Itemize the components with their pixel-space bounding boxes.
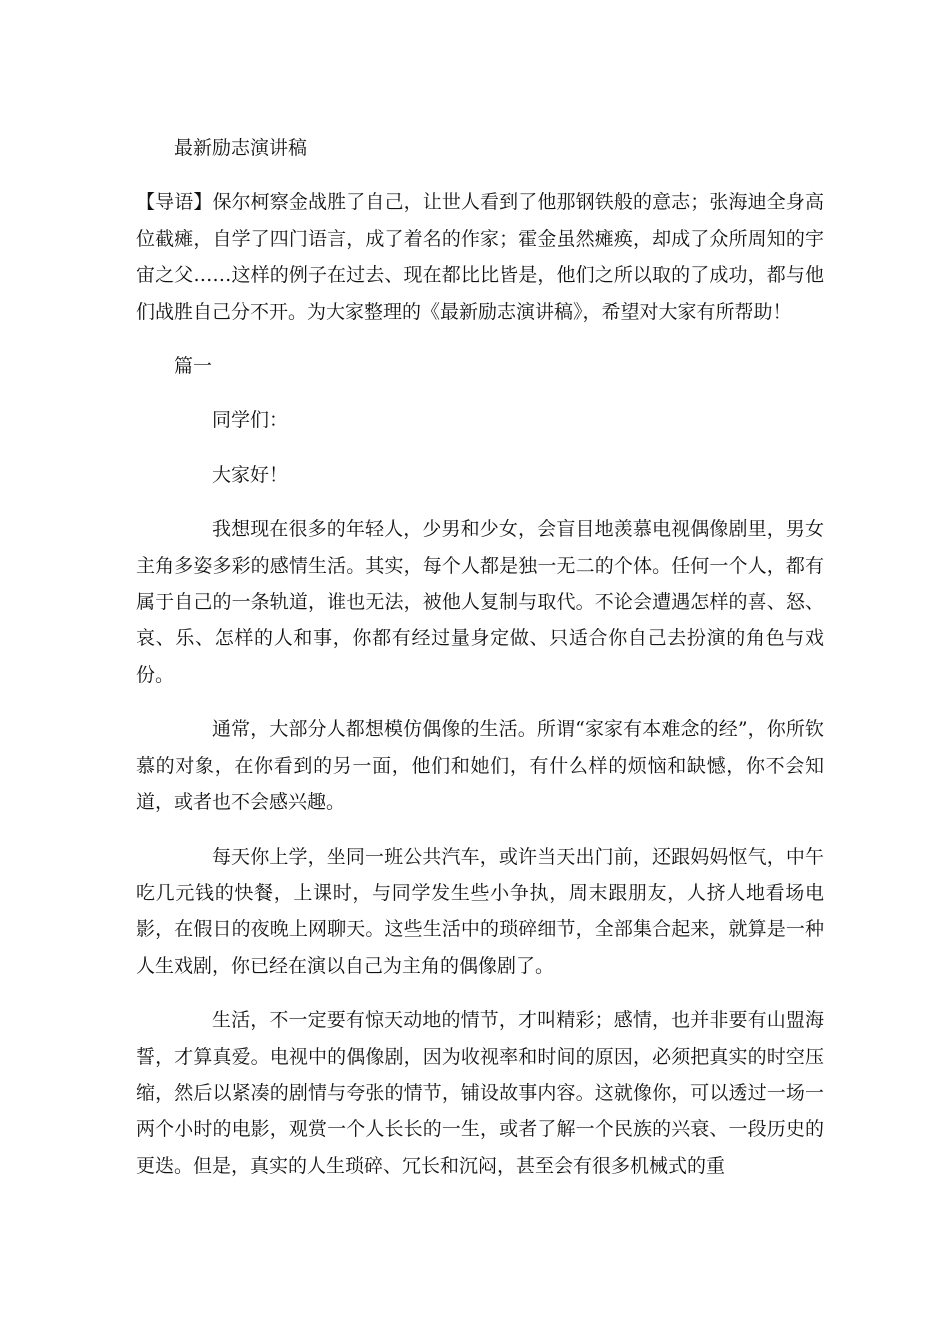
intro-paragraph: 【导语】保尔柯察金战胜了自己，让世人看到了他那钢铁般的意志；张海迪全身高位截瘫，自学了四门语言，成了着名的作家；霍金虽然瘫痪，却成了众所周知的宇宙之父……这样的例子在过去、现在都比比皆是，他们之所以取的了成功，都与他们战胜自己分不开。为大家整理的《最新励志演讲稿》，希望对大家有所帮助！	[136, 191, 824, 323]
document-page	[136, 130, 824, 1202]
document-title: 最新励志演讲稿	[174, 137, 308, 159]
salutation: 同学们：	[212, 409, 289, 432]
body-paragraph-2: 通常，大部分人都想模仿偶像的生活。所谓“家家有本难念的经”，你所钦慕的对象，在你看到的另一面，他们和她们，有什么样的烦恼和缺憾，你不会知道，或者也不会感兴趣。	[136, 718, 824, 814]
body-paragraph-1: 我想现在很多的年轻人，少男和少女，会盲目地羡慕电视偶像剧里，男女主角多姿多彩的感情生活。其实，每个人都是独一无二的个体。任何一个人，都有属于自己的一条轨道，谁也无法，被他人复制与取代。不论会遭遇怎样的喜、怒、哀、乐、怎样的人和事，你都有经过量身定做、只适合你自己去扮演的角色与戏份。	[136, 518, 824, 686]
section-label: 篇一	[174, 355, 213, 378]
greeting: 大家好！	[212, 463, 289, 486]
body-paragraph-4: 生活，不一定要有惊天动地的情节，才叫精彩；感情，也并非要有山盟海誓，才算真爱。电视中的偶像剧，因为收视率和时间的原因，必须把真实的时空压缩，然后以紧凑的剧情与夸张的情节，铺设故事内容。这就像你，可以透过一场一两个小时的电影，观赏一个人长长的一生，或者了解一个民族的兴衰、一段历史的更迭。但是，真实的人生琐碎、冗长和沉闷，甚至会有很多机械式的重	[136, 1009, 824, 1177]
body-paragraph-3: 每天你上学，坐同一班公共汽车，或许当天出门前，还跟妈妈怄气，中午吃几元钱的快餐，上课时，与同学发生些小争执，周末跟朋友，人挤人地看场电影，在假日的夜晚上网聊天。这些生活中的琐碎细节，全部集合起来，就算是一种人生戏剧，你已经在演以自己为主角的偶像剧了。	[136, 845, 824, 977]
